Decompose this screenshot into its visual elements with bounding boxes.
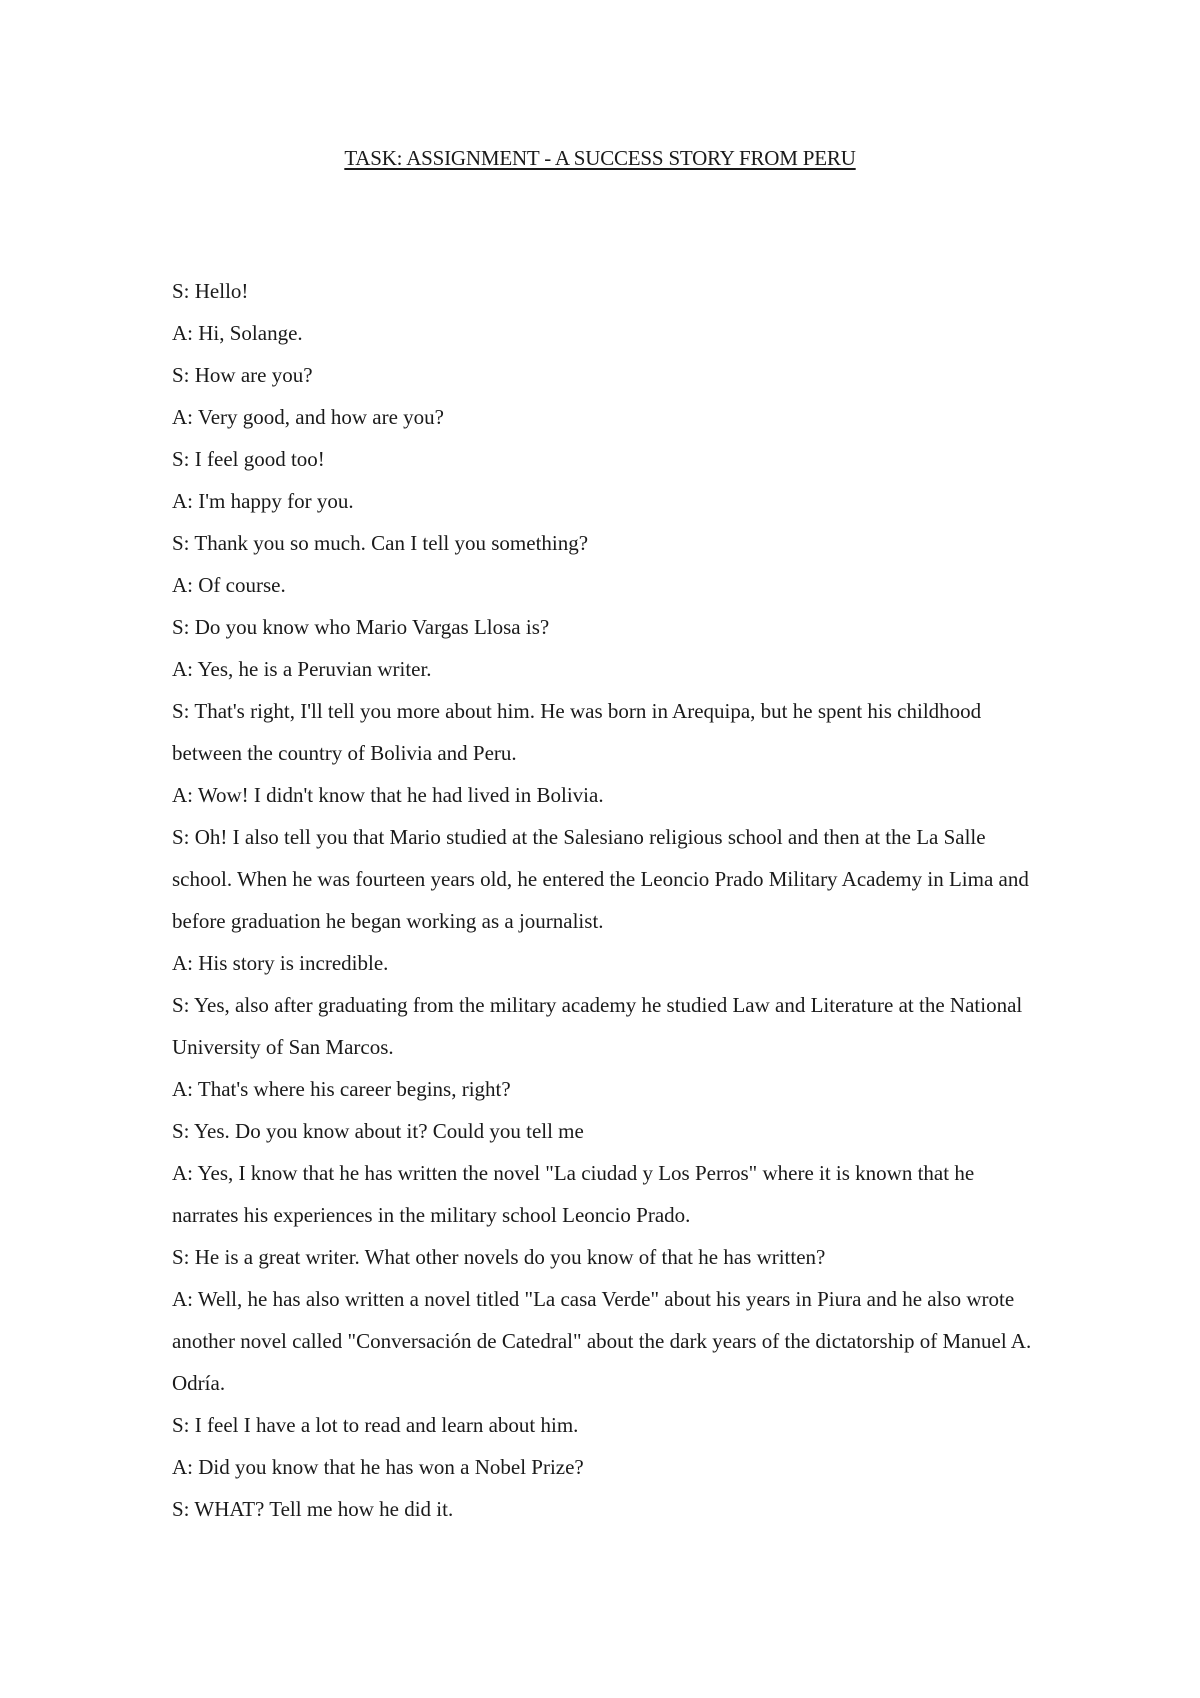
dialogue-line: S: I feel I have a lot to read and learn about him. (172, 1413, 579, 1437)
dialogue-line: S: Thank you so much. Can I tell you something? (172, 531, 589, 555)
dialogue-line: A: Of course. (172, 573, 286, 597)
dialogue-line: S: I feel good too! (172, 447, 325, 471)
dialogue-line: A: Yes, I know that he has written the novel "La ciudad y Los Perros" where it is known that he narrates his experiences in the military school Leoncio Prado. (172, 1161, 975, 1227)
dialogue-line: S: How are you? (172, 363, 313, 387)
dialogue-line: S: Do you know who Mario Vargas Llosa is? (172, 615, 550, 639)
document-title: TASK: ASSIGNMENT - A SUCCESS STORY FROM PERU (344, 146, 856, 170)
dialogue-line: A: Hi, Solange. (172, 321, 303, 345)
dialogue-line: S: He is a great writer. What other novels do you know of that he has written? (172, 1245, 826, 1269)
dialogue-line: S: WHAT? Tell me how he did it. (172, 1497, 454, 1521)
dialogue-body (172, 270, 1042, 1530)
dialogue-line: A: I'm happy for you. (172, 489, 354, 513)
dialogue-line: A: That's where his career begins, right? (172, 1077, 511, 1101)
dialogue-line: A: His story is incredible. (172, 951, 389, 975)
dialogue-line: S: Oh! I also tell you that Mario studied at the Salesiano religious school and then at the La Salle school. When he was fourteen years old, he entered the Leoncio Prado Military Academy in Lima and before graduation he began working as a journalist. (172, 825, 1029, 933)
dialogue-line: S: Yes. Do you know about it? Could you tell me (172, 1119, 584, 1143)
dialogue-line: A: Very good, and how are you? (172, 405, 444, 429)
dialogue-line: A: Did you know that he has won a Nobel Prize? (172, 1455, 584, 1479)
dialogue-line: S: Hello! (172, 279, 249, 303)
dialogue-line: S: Yes, also after graduating from the military academy he studied Law and Literature at the National University of San Marcos. (172, 993, 1023, 1059)
dialogue-line: A: Wow! I didn't know that he had lived in Bolivia. (172, 783, 604, 807)
dialogue-line: A: Yes, he is a Peruvian writer. (172, 657, 432, 681)
dialogue-line: A: Well, he has also written a novel titled "La casa Verde" about his years in Piura and he also wrote another novel called "Conversación de Catedral" about the dark years of the dictatorship of Manuel A. Odría. (172, 1287, 1032, 1395)
dialogue-line: S: That's right, I'll tell you more about him. He was born in Arequipa, but he spent his childhood between the country of Bolivia and Peru. (172, 699, 982, 765)
